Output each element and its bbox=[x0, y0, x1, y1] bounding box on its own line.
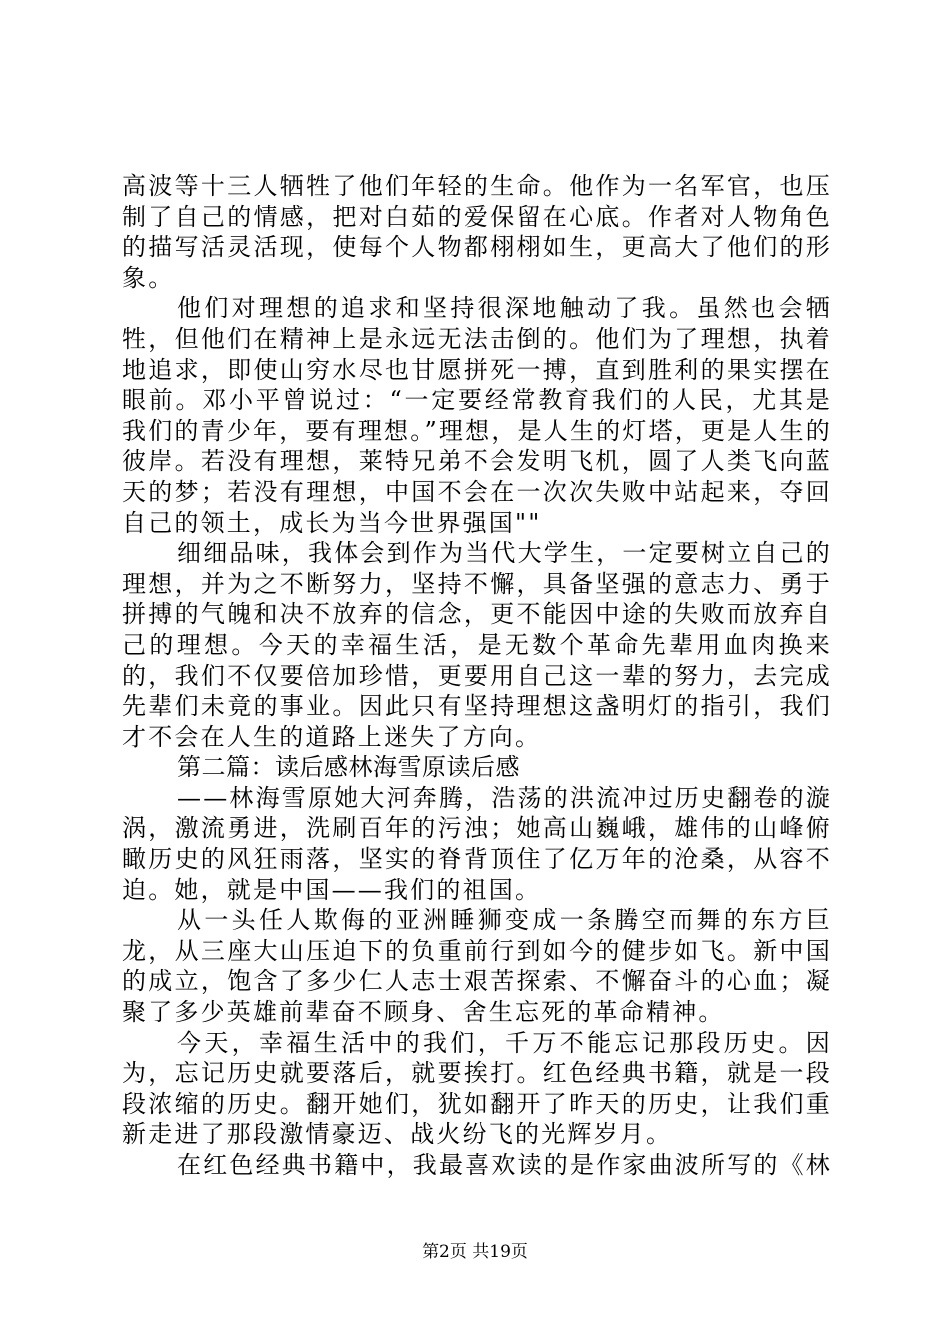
document-body bbox=[122, 171, 832, 1181]
page-number-footer: 第2页 共19页 bbox=[422, 1242, 528, 1262]
paragraph-ideals: 他们对理想的追求和坚持很深地触动了我。虽然也会牺牲，但他们在精神上是永远无法击倒的。他们为了理想，执着地追求，即使山穷水尽也甘愿拼死一搏，直到胜利的果实摆在眼前。邓小平曾说过：“一定要经常教育我们的人民，尤其是我们的青少年，要有理想。”理想，是人生的灯塔，更是人生的彼岸。若没有理想，莱特兄弟不会发明飞机，圆了人类飞向蓝天的梦；若没有理想，中国不会在一次次失败中站起来，夺回自己的领土，成长为当今世界强国"" bbox=[122, 294, 832, 537]
paragraph-red-classics: 在红色经典书籍中，我最喜欢读的是作家曲波所写的《林 bbox=[177, 1151, 832, 1179]
paragraph-history: 今天，幸福生活中的我们，千万不能忘记那段历史。因为，忘记历史就要落后，就要挨打。红色经典书籍，就是一段段浓缩的历史。翻开她们，犹如翻开了昨天的历史，让我们重新走进了那段激情豪迈、战火纷飞的光辉岁月。 bbox=[122, 1028, 832, 1149]
paragraph-continued: 高波等十三人牺牲了他们年轻的生命。他作为一名军官，也压制了自己的情感，把对白茹的爱保留在心底。作者对人物角色的描写活灵活现，使每个人物都栩栩如生，更高大了他们的形象。 bbox=[122, 172, 832, 292]
section-heading: 第二篇：读后感林海雪原读后感 bbox=[177, 753, 520, 782]
paragraph-new-china: 从一头任人欺侮的亚洲睡狮变成一条腾空而舞的东方巨龙，从三座大山压迫下的负重前行到如今的健步如飞。新中国的成立，饱含了多少仁人志士艰苦探索、不懈奋斗的心血；凝聚了多少英雄前辈奋不顾身、舍生忘死的革命精神。 bbox=[122, 906, 832, 1027]
paragraph-reflection: 细细品味，我体会到作为当代大学生，一定要树立自己的理想，并为之不断努力，坚持不懈，具备坚强的意志力、勇于拼搏的气魄和决不放弃的信念，更不能因中途的失败而放弃自己的理想。今天的幸福生活，是无数个革命先辈用血肉换来的，我们不仅要倍加珍惜，更要用自己这一辈的努力，去完成先辈们未竟的事业。因此只有坚持理想这盏明灯的指引，我们才不会在人生的道路上迷失了方向。 bbox=[122, 539, 832, 751]
paragraph-motherland: ——林海雪原她大河奔腾，浩荡的洪流冲过历史翻卷的漩涡，激流勇进，洗刷百年的污浊；她高山巍峨，雄伟的山峰俯瞰历史的风狂雨落，坚实的脊背顶住了亿万年的沧桑，从容不迫。她，就是中国——我们的祖国。 bbox=[122, 783, 832, 904]
